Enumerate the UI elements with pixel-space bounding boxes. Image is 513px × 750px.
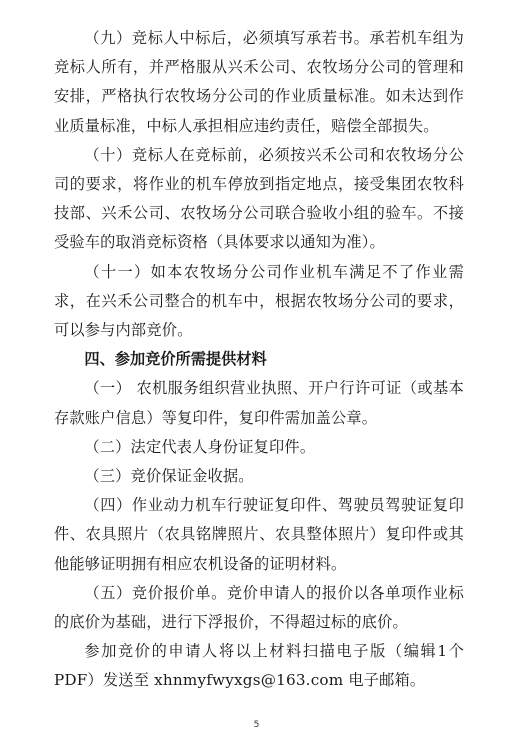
material-item-5: （五）竞价报价单。竞价申请人的报价以各单项作业标的底价为基础，进行下浮报价，不得超过标的底价。 bbox=[54, 583, 464, 632]
material-item-2: （二）法定代表人身份证复印件。 bbox=[84, 437, 316, 456]
section-heading: 四、参加竞价所需提供材料 bbox=[84, 350, 267, 369]
page-number: 5 bbox=[253, 720, 260, 730]
submission-note: 参加竞价的申请人将以上材料扫描电子版（编辑1个PDF）发送至 xhnmyfwyxgs@163.com 电子邮箱。 bbox=[54, 642, 464, 690]
material-item-1: （一） 农机服务组织营业执照、开户行许可证（或基本存款账户信息）等复印件，复印件需加盖公章。 bbox=[54, 379, 464, 427]
clause-ten: （十）竞标人在竞标前，必须按兴禾公司和农牧场分公司的要求，将作业的机车停放到指定地点，接受集团农牧科技部、兴禾公司、农牧场分公司联合验收小组的验车。不接受验车的取消竞标资格（具体要求以通知为准）。 bbox=[54, 145, 464, 252]
clause-eleven: （十一）如本农牧场分公司作业机车满足不了作业需求，在兴禾公司整合的机车中，根据农牧场分公司的要求，可以参与内部竞价。 bbox=[54, 262, 464, 340]
document-body bbox=[54, 24, 464, 696]
material-item-4: （四）作业动力机车行驶证复印件、驾驶员驾驶证复印件、农具照片（农具铭牌照片、农具整体照片）复印件或其他能够证明拥有相应农机设备的证明材料。 bbox=[54, 496, 464, 573]
material-item-3: （三）竞价保证金收据。 bbox=[84, 467, 254, 486]
clause-nine: （九）竞标人中标后，必须填写承若书。承若机车组为竞标人所有，并严格服从兴禾公司、农牧场分公司的管理和安排，严格执行农牧场分公司的作业质量标准。如未达到作业质量标准，中标人承担相应违约责任，赔偿全部损失。 bbox=[54, 29, 464, 135]
